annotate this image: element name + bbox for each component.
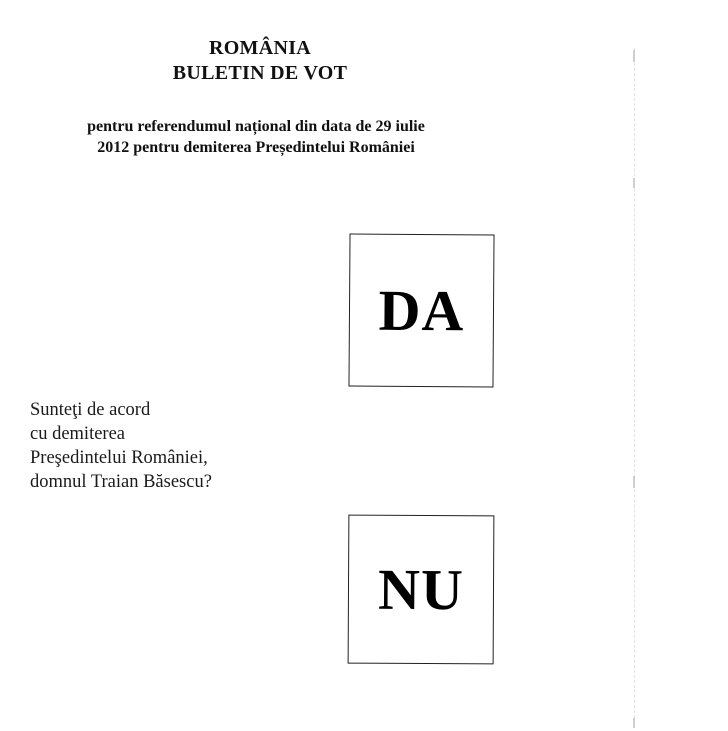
question-line-1: Sunteţi de acord	[30, 400, 151, 420]
scan-edge-mark	[633, 50, 635, 62]
question-line-4: domnul Traian Băsescu?	[30, 472, 212, 492]
ballot-header	[0, 36, 520, 86]
country-title: ROMÂNIA	[208, 37, 312, 59]
question-line-2: cu demiterea	[30, 424, 126, 444]
vote-box-yes[interactable]	[348, 233, 494, 387]
scan-edge-mark	[633, 476, 635, 488]
vote-box-no[interactable]	[348, 515, 495, 665]
scan-edge-mark	[633, 178, 635, 188]
ballot-title: BULETIN DE VOT	[172, 62, 348, 84]
referendum-subtitle	[0, 116, 512, 158]
vote-label-no: NU	[377, 556, 465, 623]
scan-edge-line	[634, 48, 635, 728]
subtitle-line-1: pentru referendumul național din data de 29 iulie	[87, 118, 425, 135]
question-line-3: Preşedintelui României,	[30, 448, 208, 468]
vote-label-yes: DA	[378, 277, 465, 344]
referendum-question	[30, 398, 212, 494]
scan-edge-mark	[633, 718, 635, 728]
subtitle-line-2: 2012 pentru demiterea Președintelui României	[97, 139, 415, 156]
